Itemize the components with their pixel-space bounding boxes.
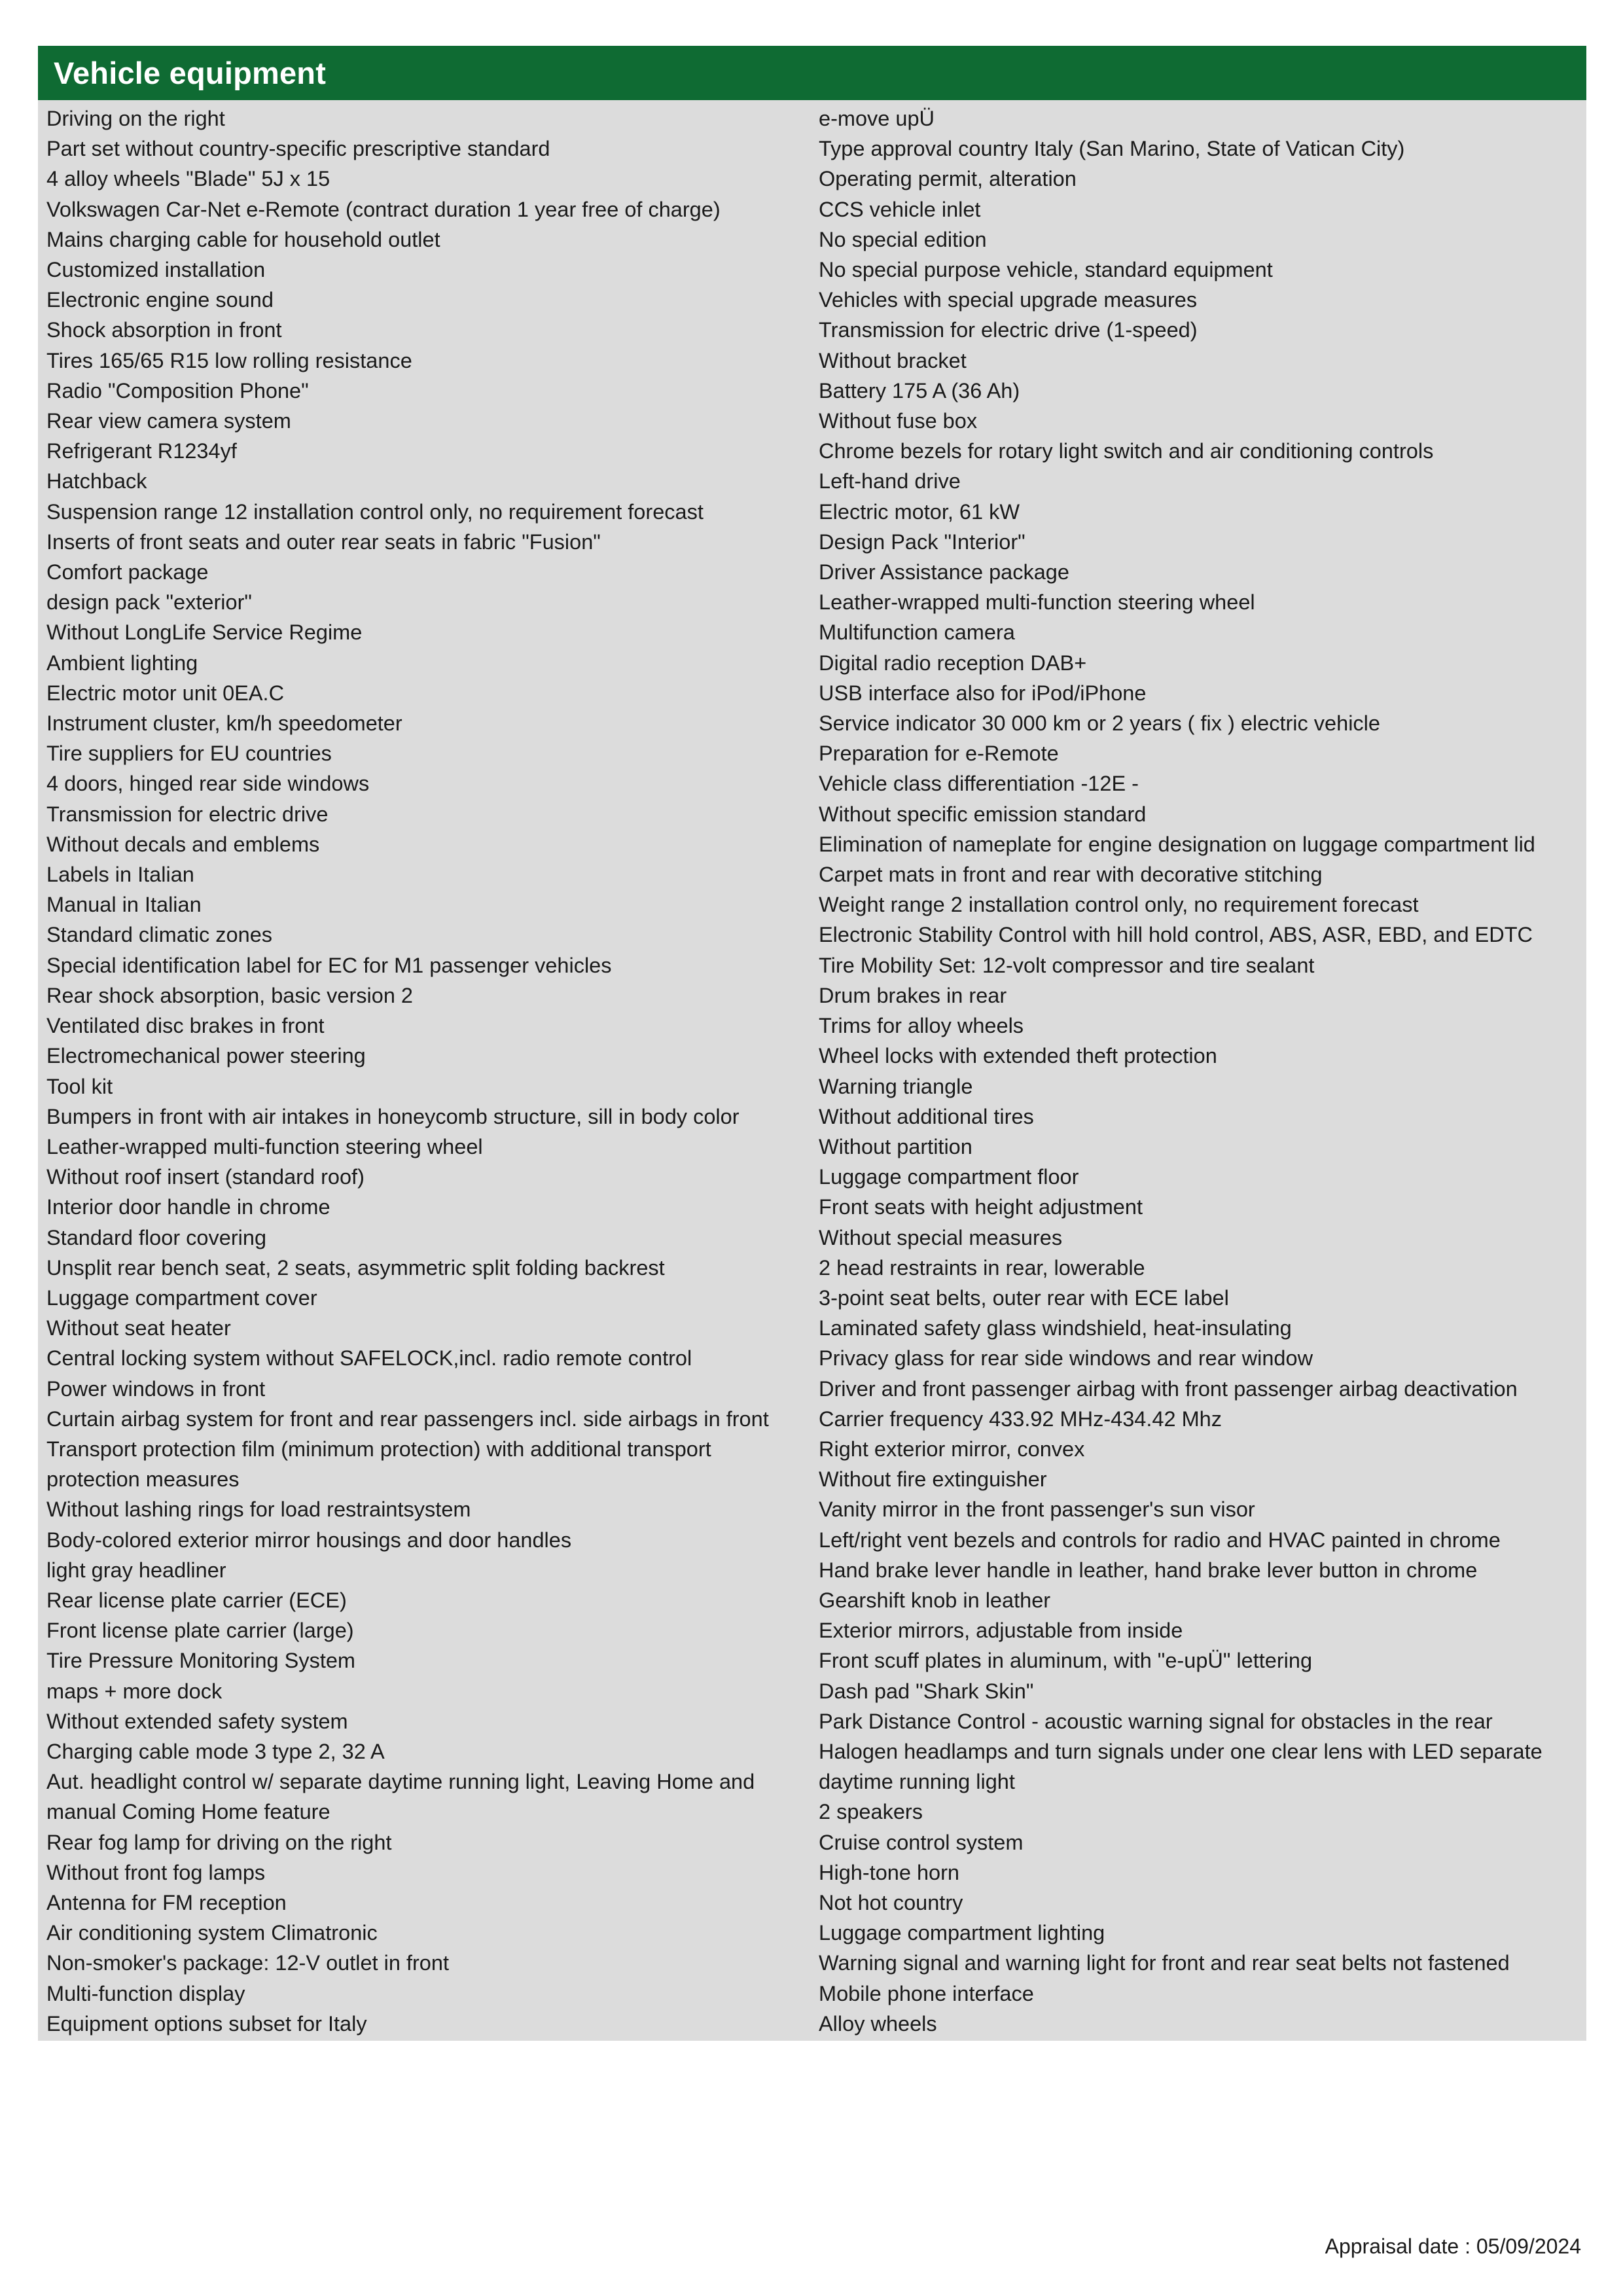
equipment-item: Multi-function display	[46, 1981, 245, 2005]
equipment-item: Without seat heater	[46, 1316, 231, 1340]
equipment-item: Luggage compartment cover	[46, 1285, 317, 1310]
equipment-item: Part set without country-specific prescriptive standard	[46, 137, 550, 161]
equipment-item: Drum brakes in rear	[819, 983, 1007, 1007]
equipment-item: Rear license plate carrier (ECE)	[46, 1588, 347, 1612]
equipment-item: manual Coming Home feature	[46, 1800, 330, 1824]
equipment-item: Rear shock absorption, basic version 2	[46, 983, 414, 1007]
equipment-item: daytime running light	[819, 1770, 1015, 1794]
equipment-item: Leather-wrapped multi-function steering wheel	[819, 590, 1255, 615]
equipment-item: Transmission for electric drive (1-speed)	[819, 318, 1198, 342]
equipment-item: Transport protection film (minimum protection) with additional transport	[46, 1437, 711, 1461]
equipment-item: 4 alloy wheels "Blade" 5J x 15	[46, 167, 330, 191]
equipment-item: light gray headliner	[46, 1558, 226, 1582]
equipment-item: Electronic engine sound	[46, 288, 274, 312]
equipment-item: Halogen headlamps and turn signals under one clear lens with LED separate	[819, 1739, 1543, 1763]
equipment-item: Without specific emission standard	[819, 802, 1147, 826]
equipment-item: Central locking system without SAFELOCK,incl. radio remote control	[46, 1346, 692, 1371]
equipment-item: Multifunction camera	[819, 620, 1015, 645]
equipment-item: Instrument cluster, km/h speedometer	[46, 711, 402, 736]
equipment-item: Chrome bezels for rotary light switch and air conditioning controls	[819, 439, 1434, 463]
equipment-item: Gearshift knob in leather	[819, 1588, 1051, 1612]
section-title: Vehicle equipment	[54, 56, 327, 90]
equipment-item: Right exterior mirror, convex	[819, 1437, 1085, 1461]
equipment-item: Carpet mats in front and rear with decorative stitching	[819, 863, 1323, 887]
equipment-item: Front license plate carrier (large)	[46, 1619, 354, 1643]
equipment-item: 2 head restraints in rear, lowerable	[819, 1255, 1145, 1280]
equipment-item: Type approval country Italy (San Marino, State of Vatican City)	[819, 137, 1405, 161]
equipment-item: Customized installation	[46, 258, 266, 282]
equipment-item: Refrigerant R1234yf	[46, 439, 237, 463]
equipment-item: Hatchback	[46, 469, 147, 493]
equipment-item: Transmission for electric drive	[46, 802, 329, 826]
equipment-item: Interior door handle in chrome	[46, 1195, 330, 1219]
equipment-item: Tool kit	[46, 1074, 113, 1098]
equipment-item: Privacy glass for rear side windows and rear window	[819, 1346, 1313, 1371]
equipment-item: Electronic Stability Control with hill hold control, ABS, ASR, EBD, and EDTC	[819, 923, 1533, 947]
equipment-item: Body-colored exterior mirror housings and door handles	[46, 1528, 572, 1552]
equipment-item: Without additional tires	[819, 1104, 1034, 1128]
equipment-item: CCS vehicle inlet	[819, 197, 981, 221]
equipment-item: Non-smoker's package: 12-V outlet in front	[46, 1951, 449, 1975]
equipment-item: 2 speakers	[819, 1800, 923, 1824]
equipment-item: Without partition	[819, 1134, 972, 1158]
equipment-item: Electric motor, 61 kW	[819, 499, 1020, 524]
equipment-item: Inserts of front seats and outer rear seats in fabric "Fusion"	[46, 529, 601, 554]
equipment-item: Without special measures	[819, 1225, 1063, 1249]
equipment-item: Front seats with height adjustment	[819, 1195, 1143, 1219]
equipment-item: Wheel locks with extended theft protection	[819, 1044, 1217, 1068]
equipment-item: Power windows in front	[46, 1376, 266, 1401]
equipment-item: Alloy wheels	[819, 2011, 937, 2036]
equipment-item: Manual in Italian	[46, 893, 202, 917]
equipment-item: USB interface also for iPod/iPhone	[819, 681, 1147, 705]
equipment-item: Warning signal and warning light for front and rear seat belts not fastened	[819, 1951, 1510, 1975]
equipment-item: Antenna for FM reception	[46, 1890, 287, 1914]
equipment-column-right	[812, 103, 1586, 2039]
equipment-item: Warning triangle	[819, 1074, 973, 1098]
equipment-item: Rear view camera system	[46, 409, 291, 433]
equipment-item: Dash pad "Shark Skin"	[819, 1679, 1034, 1703]
equipment-item: Without front fog lamps	[46, 1860, 266, 1884]
equipment-item: Digital radio reception DAB+	[819, 651, 1087, 675]
appraisal-date: Appraisal date : 05/09/2024	[1325, 2234, 1581, 2258]
equipment-item: Without fuse box	[819, 409, 978, 433]
equipment-item: Service indicator 30 000 km or 2 years ( fix ) electric vehicle	[819, 711, 1380, 736]
equipment-item: Left-hand drive	[819, 469, 961, 493]
equipment-item: Tire Mobility Set: 12-volt compressor and tire sealant	[819, 953, 1315, 977]
equipment-column-left	[38, 103, 812, 2039]
equipment-item: Tires 165/65 R15 low rolling resistance	[46, 348, 412, 372]
equipment-item: Front scuff plates in aluminum, with "e-upÜ" lettering	[819, 1649, 1313, 1673]
equipment-item: Without extended safety system	[46, 1709, 348, 1733]
equipment-item: Trims for alloy wheels	[819, 1014, 1024, 1038]
equipment-item: Luggage compartment floor	[819, 1165, 1079, 1189]
equipment-item: protection measures	[46, 1467, 240, 1492]
equipment-item: Weight range 2 installation control only, no requirement forecast	[819, 893, 1419, 917]
equipment-item: Left/right vent bezels and controls for radio and HVAC painted in chrome	[819, 1528, 1501, 1552]
equipment-item: Driver and front passenger airbag with front passenger airbag deactivation	[819, 1376, 1518, 1401]
equipment-item: Radio "Composition Phone"	[46, 378, 309, 403]
equipment-item: Cruise control system	[819, 1830, 1024, 1854]
equipment-item: Without lashing rings for load restraintsystem	[46, 1498, 471, 1522]
equipment-item: Park Distance Control - acoustic warning signal for obstacles in the rear	[819, 1709, 1493, 1733]
equipment-item: Volkswagen Car-Net e-Remote (contract duration 1 year free of charge)	[46, 197, 721, 221]
equipment-item: No special purpose vehicle, standard equipment	[819, 258, 1273, 282]
equipment-item: Unsplit rear bench seat, 2 seats, asymmetric split folding backrest	[46, 1255, 665, 1280]
equipment-item: Electromechanical power steering	[46, 1044, 366, 1068]
equipment-item: Vehicles with special upgrade measures	[819, 288, 1198, 312]
equipment-item: 4 doors, hinged rear side windows	[46, 772, 370, 796]
equipment-item: Mobile phone interface	[819, 1981, 1034, 2005]
equipment-item: Air conditioning system Climatronic	[46, 1921, 378, 1945]
equipment-item: Rear fog lamp for driving on the right	[46, 1830, 392, 1854]
equipment-item: e-move upÜ	[819, 107, 935, 130]
equipment-item: Ambient lighting	[46, 651, 198, 675]
section-header	[38, 46, 1586, 100]
equipment-item: Tire Pressure Monitoring System	[46, 1649, 355, 1673]
equipment-item: High-tone horn	[819, 1860, 959, 1884]
equipment-item: Battery 175 A (36 Ah)	[819, 378, 1020, 403]
equipment-item: Leather-wrapped multi-function steering wheel	[46, 1134, 483, 1158]
equipment-item: Mains charging cable for household outlet	[46, 227, 440, 251]
equipment-item: Electric motor unit 0EA.C	[46, 681, 285, 705]
equipment-item: design pack "exterior"	[46, 590, 252, 615]
equipment-item: Without LongLife Service Regime	[46, 620, 363, 645]
equipment-item: Carrier frequency 433.92 MHz-434.42 Mhz	[819, 1407, 1222, 1431]
equipment-item: Elimination of nameplate for engine designation on luggage compartment lid	[819, 832, 1535, 856]
equipment-item: Driving on the right	[46, 107, 225, 130]
equipment-item: Shock absorption in front	[46, 318, 282, 342]
equipment-item: Vanity mirror in the front passenger's sun visor	[819, 1498, 1255, 1522]
equipment-item: Labels in Italian	[46, 863, 194, 887]
equipment-table	[38, 100, 1586, 2041]
equipment-item: Preparation for e-Remote	[819, 742, 1059, 766]
equipment-item: Ventilated disc brakes in front	[46, 1014, 325, 1038]
equipment-item: Hand brake lever handle in leather, hand brake lever button in chrome	[819, 1558, 1478, 1582]
equipment-item: Suspension range 12 installation control only, no requirement forecast	[46, 499, 704, 524]
equipment-item: Standard floor covering	[46, 1225, 267, 1249]
equipment-item: Operating permit, alteration	[819, 167, 1077, 191]
equipment-item: Driver Assistance package	[819, 560, 1069, 584]
equipment-item: Aut. headlight control w/ separate daytime running light, Leaving Home and	[46, 1770, 755, 1794]
equipment-item: 3-point seat belts, outer rear with ECE label	[819, 1285, 1229, 1310]
equipment-item: Exterior mirrors, adjustable from inside	[819, 1619, 1183, 1643]
equipment-item: Without fire extinguisher	[819, 1467, 1047, 1492]
equipment-item: No special edition	[819, 227, 987, 251]
equipment-item: Tire suppliers for EU countries	[46, 742, 332, 766]
equipment-item: Special identification label for EC for M1 passenger vehicles	[46, 953, 612, 977]
equipment-item: Comfort package	[46, 560, 209, 584]
equipment-item: Charging cable mode 3 type 2, 32 A	[46, 1739, 385, 1763]
equipment-item: Equipment options subset for Italy	[46, 2011, 367, 2036]
equipment-item: Laminated safety glass windshield, heat-insulating	[819, 1316, 1292, 1340]
equipment-item: Curtain airbag system for front and rear passengers incl. side airbags in front	[46, 1407, 769, 1431]
equipment-item: Design Pack "Interior"	[819, 529, 1026, 554]
equipment-item: Bumpers in front with air intakes in honeycomb structure, sill in body color	[46, 1104, 740, 1128]
equipment-item: Without roof insert (standard roof)	[46, 1165, 365, 1189]
equipment-item: Standard climatic zones	[46, 923, 273, 947]
equipment-item: Vehicle class differentiation -12E -	[819, 772, 1139, 796]
equipment-item: Luggage compartment lighting	[819, 1921, 1105, 1945]
equipment-item: Not hot country	[819, 1890, 963, 1914]
vehicle-equipment-section	[38, 46, 1586, 2041]
equipment-item: Without decals and emblems	[46, 832, 320, 856]
equipment-item: maps + more dock	[46, 1679, 223, 1703]
equipment-item: Without bracket	[819, 348, 967, 372]
